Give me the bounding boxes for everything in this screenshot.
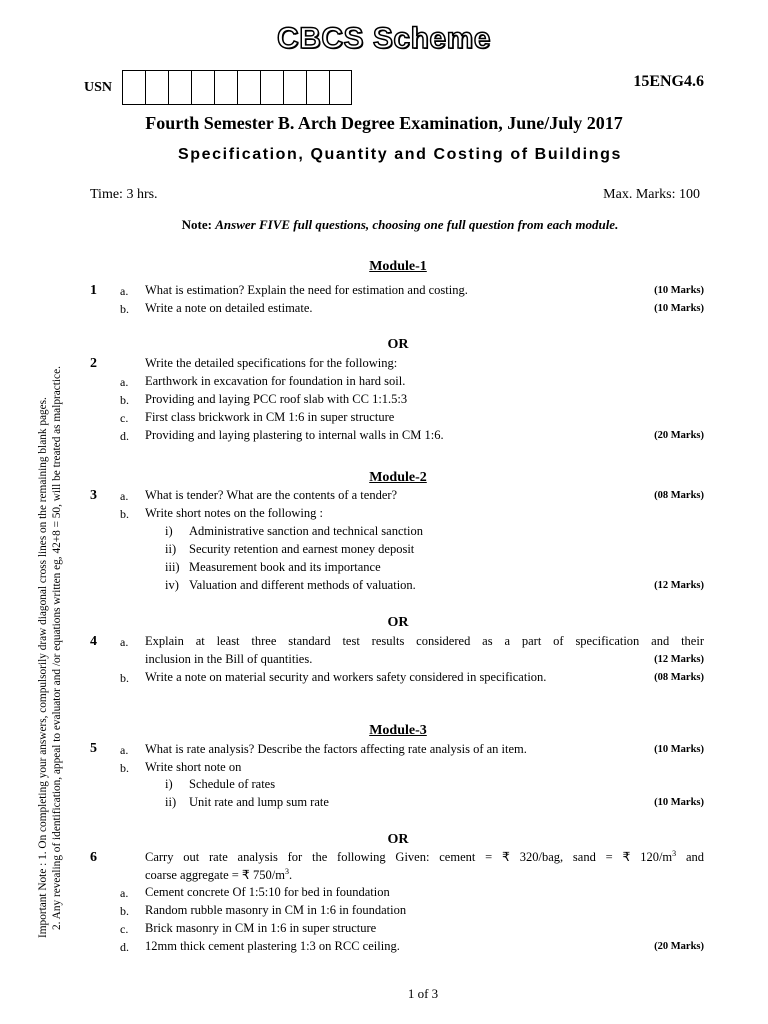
note-label: Note: [181, 217, 212, 232]
question-2-number: 2 [90, 356, 97, 371]
note-text: Answer FIVE full questions, choosing one full question from each module. [215, 217, 619, 232]
q3-item-number: iii) [165, 560, 180, 574]
q3-a-label: a. [120, 489, 129, 503]
q4-a-label: a. [120, 635, 129, 649]
q5-item-text: Schedule of rates [189, 777, 276, 791]
q6-intro-and: and [685, 850, 705, 865]
usn-box [329, 70, 352, 105]
q3-item-text: Security retention and earnest money deposit [189, 542, 415, 556]
instructions-note [0, 217, 768, 233]
q3-item-text: Measurement book and its importance [189, 560, 381, 574]
superscript: 3 [284, 867, 289, 876]
exam-title: Fourth Semester B. Arch Degree Examination, June/July 2017 [145, 113, 623, 133]
module-1-heading: Module-1 [369, 259, 427, 274]
q4-b-text: Write a note on material security and workers safety considered in specification. [145, 670, 547, 684]
q3-a-text: What is tender? What are the contents of a tender? [145, 488, 398, 502]
page-number: 1 of 3 [407, 986, 439, 1001]
usn-box [191, 70, 214, 105]
q6-a-text: Cement concrete Of 1:5:10 for bed in foundation [145, 885, 390, 899]
question-3-number: 3 [90, 488, 97, 503]
q3-item-number: ii) [165, 542, 177, 556]
q3-b-marks: (12 Marks) [654, 580, 704, 591]
usn-box [214, 70, 237, 105]
q3-item-number: i) [165, 524, 173, 538]
q4-b-marks: (08 Marks) [654, 672, 704, 683]
usn-box [237, 70, 260, 105]
q5-item-number: ii) [165, 795, 177, 809]
or-separator: OR [387, 337, 409, 352]
q4-a-marks: (12 Marks) [654, 654, 704, 665]
q6-d-label: d. [120, 940, 129, 954]
q3-a-marks: (08 Marks) [654, 490, 704, 501]
q5-item-number: i) [165, 777, 173, 791]
q2-c-text: First class brickwork in CM 1:6 in super structure [145, 410, 395, 424]
q3-item-text: Valuation and different methods of valuation. [189, 578, 416, 592]
subject-title: Specification, Quantity and Costing of Buildings [178, 146, 622, 163]
q2-d-label: d. [120, 429, 129, 443]
usn-box [260, 70, 283, 105]
q6-marks: (20 Marks) [654, 941, 704, 952]
superscript: 3 [672, 849, 677, 858]
or-separator: OR [387, 832, 409, 847]
q5-b-marks: (10 Marks) [654, 797, 704, 808]
q2-a-text: Earthwork in excavation for foundation in hard soil. [145, 374, 406, 388]
paper-code: 15ENG4.6 [633, 73, 704, 90]
q3-b-text: Write short notes on the following : [145, 506, 323, 520]
q2-intro: Write the detailed specifications for the following: [145, 356, 398, 370]
q5-a-marks: (10 Marks) [654, 744, 704, 755]
q6-a-label: a. [120, 886, 129, 900]
q1-b-label: b. [120, 302, 129, 316]
question-4-number: 4 [90, 634, 97, 649]
side-note-line-2: 2. Any revealing of identification, appeal to evaluator and /or equations written eg, 42+8 = 50, will be treated as malpractice. [51, 366, 63, 930]
q5-a-label: a. [120, 743, 129, 757]
q2-b-text: Providing and laying PCC roof slab with CC 1:1.5:3 [145, 392, 408, 406]
q6-c-text: Brick masonry in CM in 1:6 in super structure [145, 921, 377, 935]
q6-intro-end: . [288, 868, 293, 883]
q2-marks: (20 Marks) [654, 430, 704, 441]
q1-b-text: Write a note on detailed estimate. [145, 301, 313, 315]
usn-label: USN [84, 80, 113, 95]
q6-d-text: 12mm thick cement plastering 1:3 on RCC ceiling. [145, 939, 400, 953]
q3-item-text: Administrative sanction and technical sanction [189, 524, 423, 538]
q3-item-number: iv) [165, 578, 179, 592]
q2-c-label: c. [120, 411, 129, 425]
q6-b-label: b. [120, 904, 129, 918]
q5-b-label: b. [120, 761, 129, 775]
question-6-number: 6 [90, 850, 97, 865]
q4-a-text-line-1: Explain at least three standard test results considered as a part of specification and their [145, 634, 704, 648]
q1-a-text: What is estimation? Explain the need for estimation and costing. [145, 283, 468, 297]
q2-b-label: b. [120, 393, 129, 407]
usn-box [145, 70, 168, 105]
q4-b-label: b. [120, 671, 129, 685]
q6-c-label: c. [120, 922, 129, 936]
module-2-heading: Module-2 [369, 470, 427, 485]
usn-box [283, 70, 306, 105]
q6-intro-text: Carry out rate analysis for the following Given: cement = ₹ 320/bag, sand = ₹ 120/m [145, 850, 673, 865]
q6-intro-line-1 [145, 849, 704, 865]
q3-b-label: b. [120, 507, 129, 521]
q6-intro-line-2 [145, 867, 292, 883]
question-5-number: 5 [90, 741, 97, 756]
q5-item-text: Unit rate and lump sum rate [189, 795, 329, 809]
or-separator: OR [387, 615, 409, 630]
question-1-number: 1 [90, 283, 97, 298]
q4-a-text-line-2: inclusion in the Bill of quantities. [145, 652, 313, 666]
q2-a-label: a. [120, 375, 129, 389]
q1-a-label: a. [120, 284, 129, 298]
module-3-heading: Module-3 [369, 723, 427, 738]
q5-b-text: Write short note on [145, 760, 242, 774]
scheme-stamp: CBCS Scheme [277, 22, 491, 55]
exam-duration: Time: 3 hrs. [90, 187, 158, 202]
q1-a-marks: (10 Marks) [654, 285, 704, 296]
usn-box [306, 70, 329, 105]
q6-intro-line-2-text: coarse aggregate = ₹ 750/m [145, 868, 285, 883]
max-marks: Max. Marks: 100 [603, 187, 700, 202]
usn-box-grid [122, 70, 352, 105]
usn-box [168, 70, 191, 105]
q2-d-text: Providing and laying plastering to internal walls in CM 1:6. [145, 428, 444, 442]
q1-b-marks: (10 Marks) [654, 303, 704, 314]
side-note-line-1: Important Note : 1. On completing your answers, compulsorily draw diagonal cross lines on the remaining blank pages. [37, 397, 49, 938]
usn-box [122, 70, 145, 105]
q5-a-text: What is rate analysis? Describe the factors affecting rate analysis of an item. [145, 742, 527, 756]
q6-b-text: Random rubble masonry in CM in 1:6 in foundation [145, 903, 407, 917]
